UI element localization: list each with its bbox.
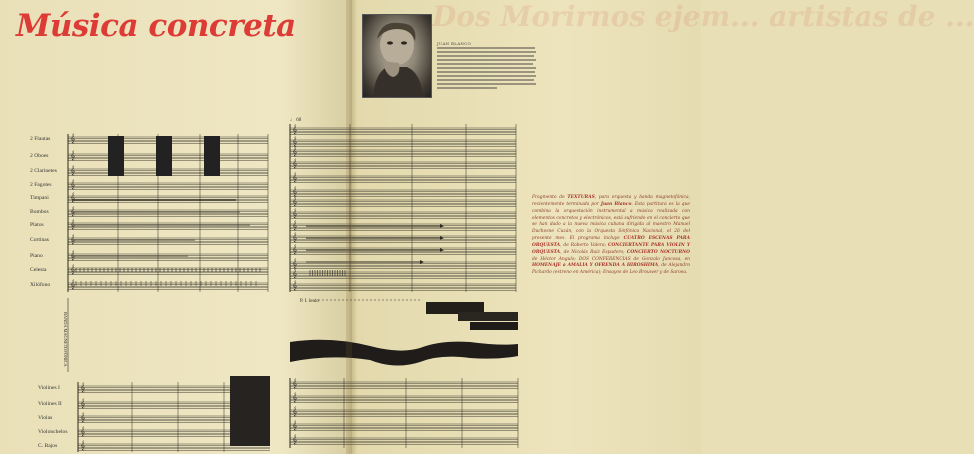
clef: 𝄞 [292,209,298,219]
clef: 𝄞 [70,265,76,275]
clef: 𝄞 [70,280,76,290]
note-cluster [204,136,220,176]
clef: 𝄞 [292,259,298,269]
photo-byline: JUAN BLANCO [437,41,472,46]
clef: 𝄞 [292,197,298,207]
staff-str-right-1 [290,396,518,402]
clef: 𝄞 [292,125,298,135]
instrument-label: Celesta [30,267,47,273]
clef: 𝄞 [80,399,86,409]
clef: 𝄞 [70,193,76,203]
tape-block [458,312,518,321]
instrument-label: 2 Fagotes [30,182,52,188]
clef: 𝄞 [292,159,298,169]
staff-right-11 [290,262,516,268]
string-label: Violonchelos [38,429,68,435]
staff-right-3 [290,162,516,168]
tape-label: BANDA MAGNETOFÓNICA [63,312,68,367]
staff-str-right-4 [290,438,518,444]
staff-right-10 [290,248,516,254]
staff-right-2 [290,150,516,156]
string-label: C. Bajos [38,443,58,449]
staff-right-7 [290,212,516,218]
clef: 𝄞 [292,245,298,255]
instrument-label: 2 Flautas [30,136,51,142]
clef: 𝄞 [292,269,298,279]
instrument-label: Piano [30,253,43,259]
clef: 𝄞 [292,379,298,389]
string-label: Violines I [38,385,60,391]
clef: 𝄞 [70,166,76,176]
clef: 𝄞 [292,281,298,291]
clef: 𝄞 [70,151,76,161]
clef: 𝄞 [292,173,298,183]
staff-str-right-3 [290,424,518,430]
score-caption [532,195,690,277]
tape-waveform [290,340,518,366]
staff-right-6 [290,200,516,206]
instrument-label: Timpani [30,195,49,201]
instrument-label: 2 Oboes [30,153,49,159]
composer-photo [362,14,432,98]
instrument-label: Bombos [30,209,49,215]
clef: 𝄞 [70,134,76,144]
staff-right-8 [290,224,516,230]
caption-text: Fragmento de TEXTURAS, para orquesta y banda magnetofónica, recientemente terminada por Juan Blanco. Esta partitura es la que combina la orquestación instrumental a música realizada con elementos concretos y electrónicos, está sufriendo en el concierto que se han dado a la nueva música cubana dirigida al maestro Manuel Duchesne Cuzán, con la Orquesta Sinfónica Nacional, el 26 del presente mes. El programa incluye CUATRO ESCENAS PARA ORQUESTA, de Roberto Valera; CONCIERTANTE PARA VIOLIN Y ORQUESTA, de Nicolás Ruiz Espadero; CONCIERTO NOCTURNO de Héctor Angulo; DOS CONFERENCIAS de Gonzalo Juncosa, en HOMENAJE a AMALIA Y OFRENDA A HIROSHIMA, de Alejandro Pichardo (estreno en América); Ensayos de Leo Brouwer y de Saroea. [532,195,690,276]
staff-right-5 [290,190,516,196]
staff-right-13 [290,284,516,290]
staff-str-right-0 [290,382,518,388]
clef: 𝄞 [70,235,76,245]
note-cluster [156,136,172,176]
page-title: Música concreta [16,8,296,44]
clef: 𝄞 [292,147,298,157]
clef: 𝄞 [70,180,76,190]
tempo-mark: P. I. lento [300,299,319,304]
fold-shadow [346,0,352,454]
note-cluster [108,136,124,176]
tape-block [470,322,518,330]
string-label: Violas [38,415,53,421]
string-cluster [230,376,270,446]
staff-right-9 [290,236,516,242]
clef: 𝄞 [80,441,86,451]
ghost-title-bleed: Dos Morirnos ejem... artistas de ... [432,0,974,33]
clef: 𝄞 [70,207,76,217]
staff-right-0 [290,128,516,134]
staff-right-1 [290,140,516,146]
clef: 𝄞 [292,233,298,243]
clef: 𝄞 [292,435,298,445]
clef: 𝄞 [292,221,298,231]
clef: 𝄞 [292,393,298,403]
clef: 𝄞 [80,383,86,393]
staff-right-4 [290,176,516,182]
tempo-mark-top: ♩ 60 [290,118,302,123]
clef: 𝄞 [292,407,298,417]
instrument-label: Platos [30,222,44,228]
instrument-label: 2 Clarinetes [30,168,57,174]
clef: 𝄞 [70,251,76,261]
clef: 𝄞 [70,220,76,230]
instrument-label: Cortinas [30,237,49,243]
staff-str-right-2 [290,410,518,416]
instrument-label: Xilófono [30,282,51,288]
clef: 𝄞 [292,421,298,431]
clef: 𝄞 [80,427,86,437]
staff-right-12 [290,272,516,278]
clef: 𝄞 [292,137,298,147]
clef: 𝄞 [80,413,86,423]
string-label: Violines II [38,401,62,407]
biography-text-block [437,46,537,90]
clef: 𝄞 [292,187,298,197]
